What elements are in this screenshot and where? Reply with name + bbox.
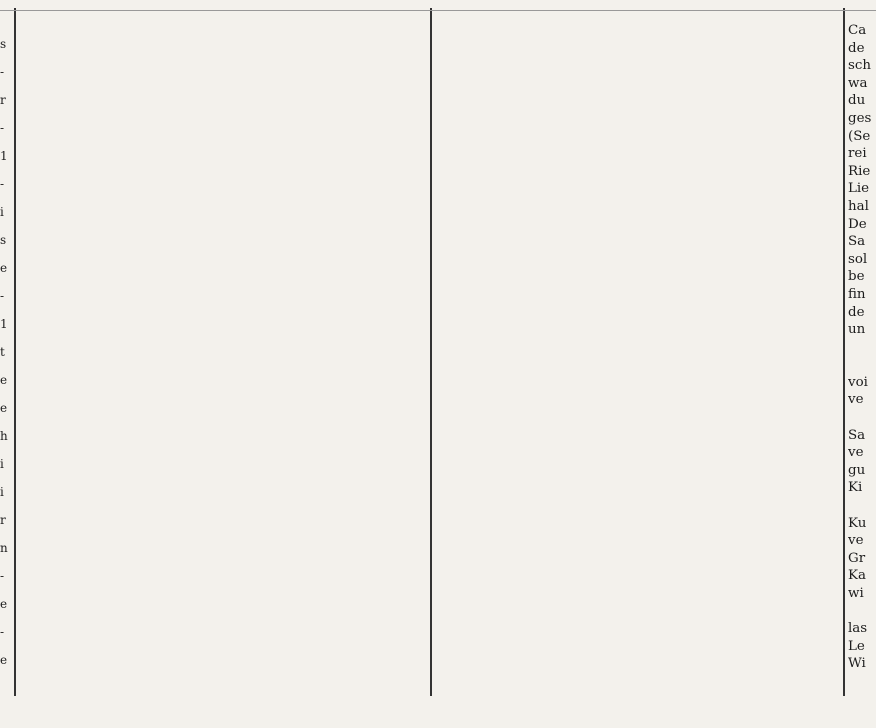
cut-off-text-fragment: (Se: [848, 128, 871, 144]
cut-off-left-fragment: s: [0, 233, 7, 247]
cut-off-text-fragment: las: [848, 621, 868, 637]
cut-off-text-fragment: ve: [848, 533, 864, 549]
cut-off-text-fragment: ve: [848, 392, 864, 408]
cut-off-left-fragment: e: [0, 597, 8, 611]
cut-off-text-fragment: Rie: [848, 163, 871, 179]
cut-off-text-fragment: wi: [848, 586, 864, 601]
cut-off-text-fragment: Ku: [848, 515, 867, 531]
cut-off-left-fragment: t: [0, 345, 5, 359]
cut-off-left-fragment: 1: [0, 317, 8, 331]
cut-off-text-fragment: Lie: [848, 181, 870, 197]
cut-off-text-fragment: sol: [848, 251, 868, 267]
cut-off-left-fragment: e: [0, 261, 8, 275]
cut-off-text-fragment: [848, 497, 876, 515]
cut-off-text-fragment: Wi: [848, 656, 866, 672]
cut-off-text-fragment: ve: [848, 445, 864, 461]
cut-off-left-fragment: -: [0, 65, 5, 79]
cut-off-text-fragment: hal: [848, 198, 869, 214]
cut-off-left-fragment: i: [0, 457, 4, 471]
cut-off-left-fragment: r: [0, 93, 6, 107]
cut-off-text-fragment: Sa: [848, 234, 866, 250]
cut-off-text-fragment: Ca: [848, 23, 867, 38]
left-edge-fragments: [0, 30, 12, 674]
cut-off-text-fragment: Le: [848, 638, 865, 654]
cut-off-left-fragment: -: [0, 289, 5, 303]
cut-off-text-fragment: de: [848, 40, 865, 56]
cut-off-text-fragment: un: [848, 322, 866, 338]
cut-off-text-fragment: be: [848, 269, 865, 285]
cut-off-left-fragment: r: [0, 513, 6, 527]
column-rule-left: [14, 8, 16, 696]
cut-off-left-fragment: i: [0, 205, 4, 219]
cut-off-left-fragment: 1: [0, 149, 8, 163]
cut-off-text-fragment: voi: [848, 374, 868, 390]
cut-off-text-fragment: de: [848, 304, 865, 320]
cut-off-left-fragment: -: [0, 121, 5, 135]
cut-off-text-fragment: gu: [848, 462, 866, 478]
column-3-cut-off: [848, 22, 876, 673]
cut-off-text-fragment: [848, 409, 876, 427]
cut-off-text-fragment: [848, 356, 876, 374]
cut-off-text-fragment: wa: [848, 75, 868, 91]
cut-off-left-fragment: h: [0, 429, 8, 443]
cut-off-text-fragment: Ki: [848, 480, 863, 496]
cut-off-text-fragment: Sa: [848, 427, 866, 443]
cut-off-left-fragment: e: [0, 401, 8, 415]
cut-off-left-fragment: -: [0, 569, 5, 583]
cut-off-text-fragment: [848, 603, 876, 621]
cut-off-left-fragment: e: [0, 653, 8, 667]
cut-off-left-fragment: e: [0, 373, 8, 387]
cut-off-text-fragment: [848, 339, 876, 357]
cut-off-text-fragment: fin: [848, 286, 866, 302]
cut-off-text-fragment: du: [848, 93, 866, 109]
top-rule: [0, 10, 876, 11]
cut-off-left-fragment: n: [0, 541, 8, 555]
cut-off-text-fragment: sch: [848, 58, 871, 74]
cut-off-left-fragment: -: [0, 625, 5, 639]
cut-off-left-fragment: s: [0, 37, 7, 51]
cut-off-left-fragment: i: [0, 485, 4, 499]
cut-off-left-fragment: -: [0, 177, 5, 191]
cut-off-text-fragment: Ka: [848, 568, 866, 584]
cut-off-text-fragment: De: [848, 216, 867, 232]
cut-off-text-fragment: Gr: [848, 550, 866, 566]
column-rule-1: [430, 8, 432, 696]
cut-off-text-fragment: ges: [848, 110, 872, 126]
cut-off-text-fragment: rei: [848, 146, 867, 162]
column-rule-2: [843, 8, 845, 696]
